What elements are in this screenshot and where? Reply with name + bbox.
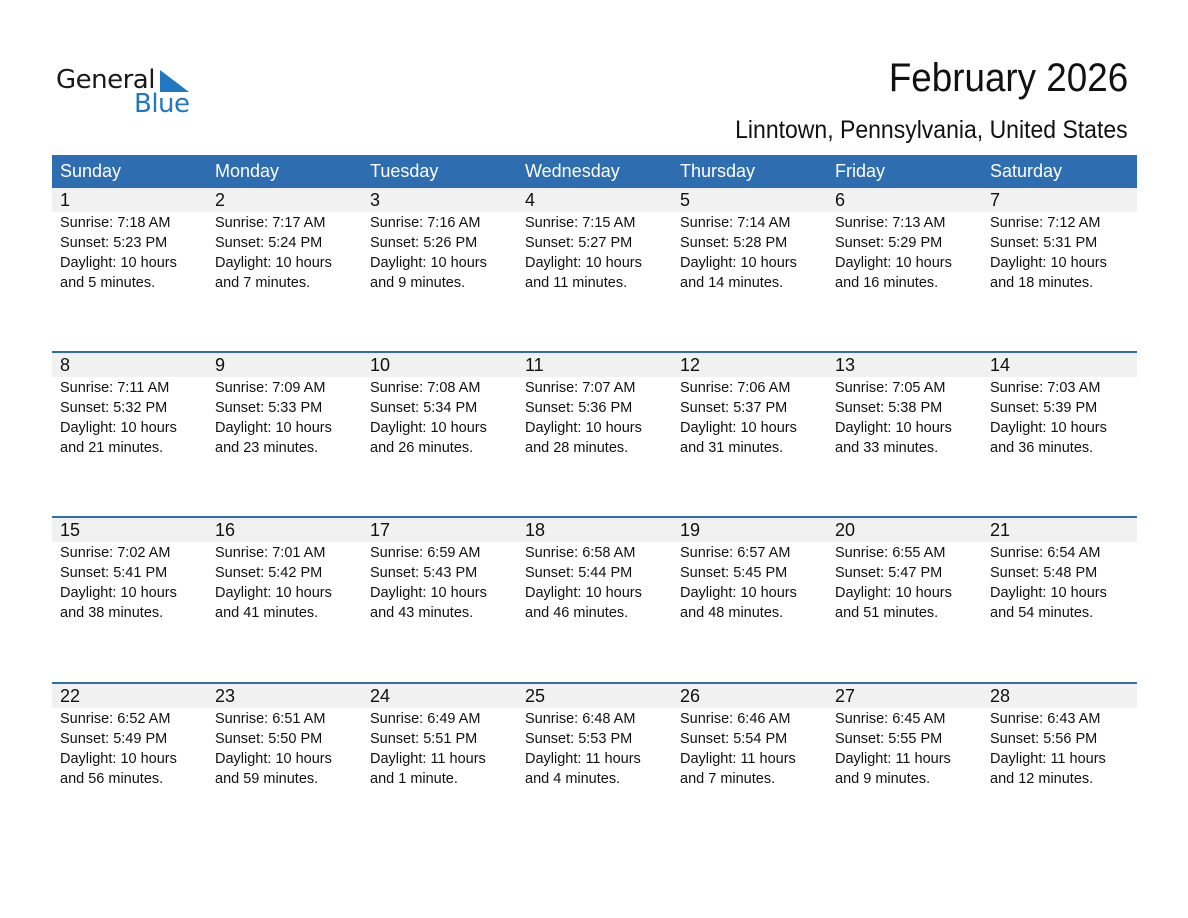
sunset-text: Sunset: 5:24 PM	[215, 235, 323, 251]
sunset-text: Sunset: 5:29 PM	[835, 235, 943, 251]
sunrise-text: Sunrise: 7:05 AM	[835, 380, 946, 396]
sunset-text: Sunset: 5:54 PM	[680, 731, 788, 747]
day-cell	[52, 542, 207, 623]
day-number: 14	[990, 355, 1011, 375]
weekday-header-wednesday: Wednesday	[525, 161, 620, 181]
day-number: 24	[370, 686, 391, 706]
sunrise-text: Sunrise: 6:55 AM	[835, 545, 946, 561]
sunrise-text: Sunrise: 7:18 AM	[60, 215, 171, 231]
day-cell	[207, 542, 362, 623]
daylight-text: and 56 minutes.	[60, 771, 164, 787]
sunrise-text: Sunrise: 7:12 AM	[990, 215, 1101, 231]
day-number: 18	[525, 520, 546, 540]
day-cell	[52, 212, 207, 293]
day-cell	[52, 377, 207, 458]
logo	[56, 64, 196, 120]
day-number: 12	[680, 355, 701, 375]
sunset-text: Sunset: 5:33 PM	[215, 400, 323, 416]
weekday-header-friday: Friday	[835, 161, 886, 181]
day-info-row	[52, 212, 1137, 293]
daylight-text: Daylight: 10 hours	[680, 420, 797, 436]
sunset-text: Sunset: 5:37 PM	[680, 400, 788, 416]
week-row	[52, 682, 1137, 789]
daylight-text: Daylight: 10 hours	[60, 585, 177, 601]
day-cell	[362, 377, 517, 458]
day-number: 3	[370, 190, 381, 210]
day-number: 5	[680, 190, 691, 210]
sunset-text: Sunset: 5:32 PM	[60, 400, 168, 416]
day-number: 21	[990, 520, 1011, 540]
day-number: 19	[680, 520, 701, 540]
day-info-row	[52, 542, 1137, 623]
daylight-text: Daylight: 10 hours	[835, 420, 952, 436]
daylight-text: and 7 minutes.	[680, 771, 776, 787]
daylight-text: and 16 minutes.	[835, 275, 939, 291]
day-number: 28	[990, 686, 1011, 706]
sunset-text: Sunset: 5:31 PM	[990, 235, 1098, 251]
daylight-text: and 12 minutes.	[990, 771, 1094, 787]
sunrise-text: Sunrise: 7:14 AM	[680, 215, 791, 231]
daylight-text: and 7 minutes.	[215, 275, 311, 291]
logo-word-blue: Blue	[134, 89, 190, 119]
calendar-grid	[52, 155, 1137, 787]
daylight-text: Daylight: 10 hours	[525, 585, 642, 601]
sunset-text: Sunset: 5:38 PM	[835, 400, 943, 416]
day-cell	[207, 377, 362, 458]
sunset-text: Sunset: 5:41 PM	[60, 565, 168, 581]
sunrise-text: Sunrise: 7:03 AM	[990, 380, 1101, 396]
daylight-text: and 11 minutes.	[525, 275, 628, 291]
day-number: 8	[60, 355, 71, 375]
day-number: 1	[60, 190, 71, 210]
sunset-text: Sunset: 5:49 PM	[60, 731, 168, 747]
daylight-text: and 51 minutes.	[835, 605, 939, 621]
day-cell	[517, 542, 672, 623]
daylight-text: Daylight: 11 hours	[525, 751, 641, 767]
day-cell	[517, 708, 672, 789]
daylight-text: and 46 minutes.	[525, 605, 629, 621]
day-cell	[362, 542, 517, 623]
day-info-row	[52, 708, 1137, 789]
day-cell	[672, 212, 827, 293]
day-cell	[517, 377, 672, 458]
sunset-text: Sunset: 5:48 PM	[990, 565, 1098, 581]
daylight-text: Daylight: 10 hours	[60, 255, 177, 271]
day-number: 25	[525, 686, 546, 706]
daylight-text: Daylight: 10 hours	[60, 420, 177, 436]
sunrise-text: Sunrise: 7:13 AM	[835, 215, 946, 231]
sunrise-text: Sunrise: 7:16 AM	[370, 215, 481, 231]
sunset-text: Sunset: 5:26 PM	[370, 235, 478, 251]
day-number: 11	[525, 355, 544, 375]
week-row	[52, 188, 1137, 293]
sunset-text: Sunset: 5:34 PM	[370, 400, 478, 416]
daylight-text: and 21 minutes.	[60, 440, 164, 456]
daylight-text: and 26 minutes.	[370, 440, 474, 456]
day-cell	[982, 542, 1137, 623]
sunset-text: Sunset: 5:56 PM	[990, 731, 1098, 747]
daylight-text: and 59 minutes.	[215, 771, 319, 787]
daylight-text: Daylight: 10 hours	[370, 585, 487, 601]
daylight-text: Daylight: 10 hours	[990, 420, 1107, 436]
location-subtitle: Linntown, Pennsylvania, United States	[735, 116, 1128, 144]
daylight-text: and 23 minutes.	[215, 440, 319, 456]
weekday-header-monday: Monday	[215, 161, 280, 181]
day-number: 9	[215, 355, 226, 375]
daylight-text: Daylight: 10 hours	[370, 255, 487, 271]
sunset-text: Sunset: 5:45 PM	[680, 565, 788, 581]
day-number: 7	[990, 190, 1001, 210]
day-cell	[827, 542, 982, 623]
daylight-text: Daylight: 10 hours	[215, 751, 332, 767]
sunset-text: Sunset: 5:42 PM	[215, 565, 323, 581]
day-cell	[672, 542, 827, 623]
daylight-text: and 9 minutes.	[835, 771, 931, 787]
daylight-text: and 41 minutes.	[215, 605, 319, 621]
day-cell	[827, 708, 982, 789]
sunrise-text: Sunrise: 6:46 AM	[680, 711, 791, 727]
day-number: 15	[60, 520, 81, 540]
daylight-text: and 38 minutes.	[60, 605, 164, 621]
sunset-text: Sunset: 5:44 PM	[525, 565, 633, 581]
daylight-text: Daylight: 10 hours	[215, 255, 332, 271]
daylight-text: Daylight: 10 hours	[215, 585, 332, 601]
daylight-text: and 31 minutes.	[680, 440, 784, 456]
sunset-text: Sunset: 5:28 PM	[680, 235, 788, 251]
daylight-text: and 18 minutes.	[990, 275, 1094, 291]
day-cell	[517, 212, 672, 293]
sunset-text: Sunset: 5:51 PM	[370, 731, 478, 747]
daylight-text: Daylight: 10 hours	[370, 420, 487, 436]
page-title: February 2026	[888, 56, 1128, 100]
day-cell	[827, 212, 982, 293]
sunrise-text: Sunrise: 7:09 AM	[215, 380, 326, 396]
day-number: 23	[215, 686, 236, 706]
sunset-text: Sunset: 5:50 PM	[215, 731, 323, 747]
day-number: 20	[835, 520, 856, 540]
week-row	[52, 351, 1137, 458]
day-number: 13	[835, 355, 856, 375]
weekday-header-saturday: Saturday	[990, 161, 1063, 181]
daylight-text: and 48 minutes.	[680, 605, 784, 621]
day-cell	[362, 212, 517, 293]
sunset-text: Sunset: 5:53 PM	[525, 731, 633, 747]
sunrise-text: Sunrise: 7:11 AM	[60, 380, 170, 396]
daylight-text: Daylight: 10 hours	[835, 255, 952, 271]
daylight-text: Daylight: 11 hours	[370, 751, 486, 767]
day-cell	[672, 377, 827, 458]
sunset-text: Sunset: 5:47 PM	[835, 565, 943, 581]
day-cell	[362, 708, 517, 789]
daylight-text: Daylight: 10 hours	[990, 255, 1107, 271]
weekday-header-sunday: Sunday	[60, 161, 122, 181]
day-number-band	[52, 188, 1137, 212]
day-number: 6	[835, 190, 846, 210]
sunrise-text: Sunrise: 6:54 AM	[990, 545, 1101, 561]
daylight-text: Daylight: 11 hours	[990, 751, 1106, 767]
sunrise-text: Sunrise: 7:15 AM	[525, 215, 636, 231]
daylight-text: and 1 minute.	[370, 771, 458, 787]
day-cell	[982, 377, 1137, 458]
day-number: 4	[525, 190, 536, 210]
daylight-text: and 36 minutes.	[990, 440, 1094, 456]
sunrise-text: Sunrise: 6:52 AM	[60, 711, 171, 727]
sunrise-text: Sunrise: 7:06 AM	[680, 380, 791, 396]
daylight-text: Daylight: 10 hours	[60, 751, 177, 767]
day-cell	[982, 708, 1137, 789]
weekday-header-row	[52, 155, 1137, 188]
day-cell	[207, 708, 362, 789]
weekday-header-tuesday: Tuesday	[370, 161, 439, 181]
day-cell	[207, 212, 362, 293]
daylight-text: Daylight: 10 hours	[680, 255, 797, 271]
week-row	[52, 516, 1137, 623]
day-number: 26	[680, 686, 701, 706]
sunrise-text: Sunrise: 7:02 AM	[60, 545, 171, 561]
day-number-band	[52, 353, 1137, 377]
sunset-text: Sunset: 5:39 PM	[990, 400, 1098, 416]
sunrise-text: Sunrise: 6:57 AM	[680, 545, 791, 561]
daylight-text: and 4 minutes.	[525, 771, 621, 787]
sunrise-text: Sunrise: 6:48 AM	[525, 711, 636, 727]
sunset-text: Sunset: 5:27 PM	[525, 235, 633, 251]
daylight-text: Daylight: 10 hours	[990, 585, 1107, 601]
sunrise-text: Sunrise: 6:51 AM	[215, 711, 326, 727]
sunrise-text: Sunrise: 7:07 AM	[525, 380, 636, 396]
daylight-text: and 14 minutes.	[680, 275, 784, 291]
daylight-text: and 5 minutes.	[60, 275, 156, 291]
day-cell	[52, 708, 207, 789]
daylight-text: Daylight: 10 hours	[680, 585, 797, 601]
daylight-text: Daylight: 10 hours	[835, 585, 952, 601]
sunrise-text: Sunrise: 6:45 AM	[835, 711, 946, 727]
sunrise-text: Sunrise: 6:49 AM	[370, 711, 481, 727]
daylight-text: Daylight: 11 hours	[835, 751, 951, 767]
sunrise-text: Sunrise: 7:17 AM	[215, 215, 326, 231]
day-number: 10	[370, 355, 391, 375]
day-number-band	[52, 518, 1137, 542]
daylight-text: Daylight: 10 hours	[215, 420, 332, 436]
daylight-text: Daylight: 10 hours	[525, 420, 642, 436]
logo-word-general: General	[56, 65, 155, 95]
sunset-text: Sunset: 5:43 PM	[370, 565, 478, 581]
day-number: 22	[60, 686, 81, 706]
daylight-text: Daylight: 10 hours	[525, 255, 642, 271]
daylight-text: and 9 minutes.	[370, 275, 466, 291]
weekday-header-thursday: Thursday	[680, 161, 756, 181]
day-info-row	[52, 377, 1137, 458]
daylight-text: and 43 minutes.	[370, 605, 474, 621]
sunrise-text: Sunrise: 6:58 AM	[525, 545, 636, 561]
daylight-text: and 33 minutes.	[835, 440, 939, 456]
day-cell	[672, 708, 827, 789]
sunrise-text: Sunrise: 6:43 AM	[990, 711, 1101, 727]
sunset-text: Sunset: 5:36 PM	[525, 400, 633, 416]
daylight-text: and 28 minutes.	[525, 440, 629, 456]
daylight-text: and 54 minutes.	[990, 605, 1094, 621]
daylight-text: Daylight: 11 hours	[680, 751, 796, 767]
sunrise-text: Sunrise: 6:59 AM	[370, 545, 481, 561]
day-cell	[827, 377, 982, 458]
sunrise-text: Sunrise: 7:08 AM	[370, 380, 481, 396]
sunset-text: Sunset: 5:23 PM	[60, 235, 168, 251]
day-number-band	[52, 684, 1137, 708]
day-number: 16	[215, 520, 236, 540]
sunset-text: Sunset: 5:55 PM	[835, 731, 943, 747]
day-number: 2	[215, 190, 226, 210]
day-number: 17	[370, 520, 391, 540]
day-cell	[982, 212, 1137, 293]
sunrise-text: Sunrise: 7:01 AM	[215, 545, 326, 561]
day-number: 27	[835, 686, 856, 706]
